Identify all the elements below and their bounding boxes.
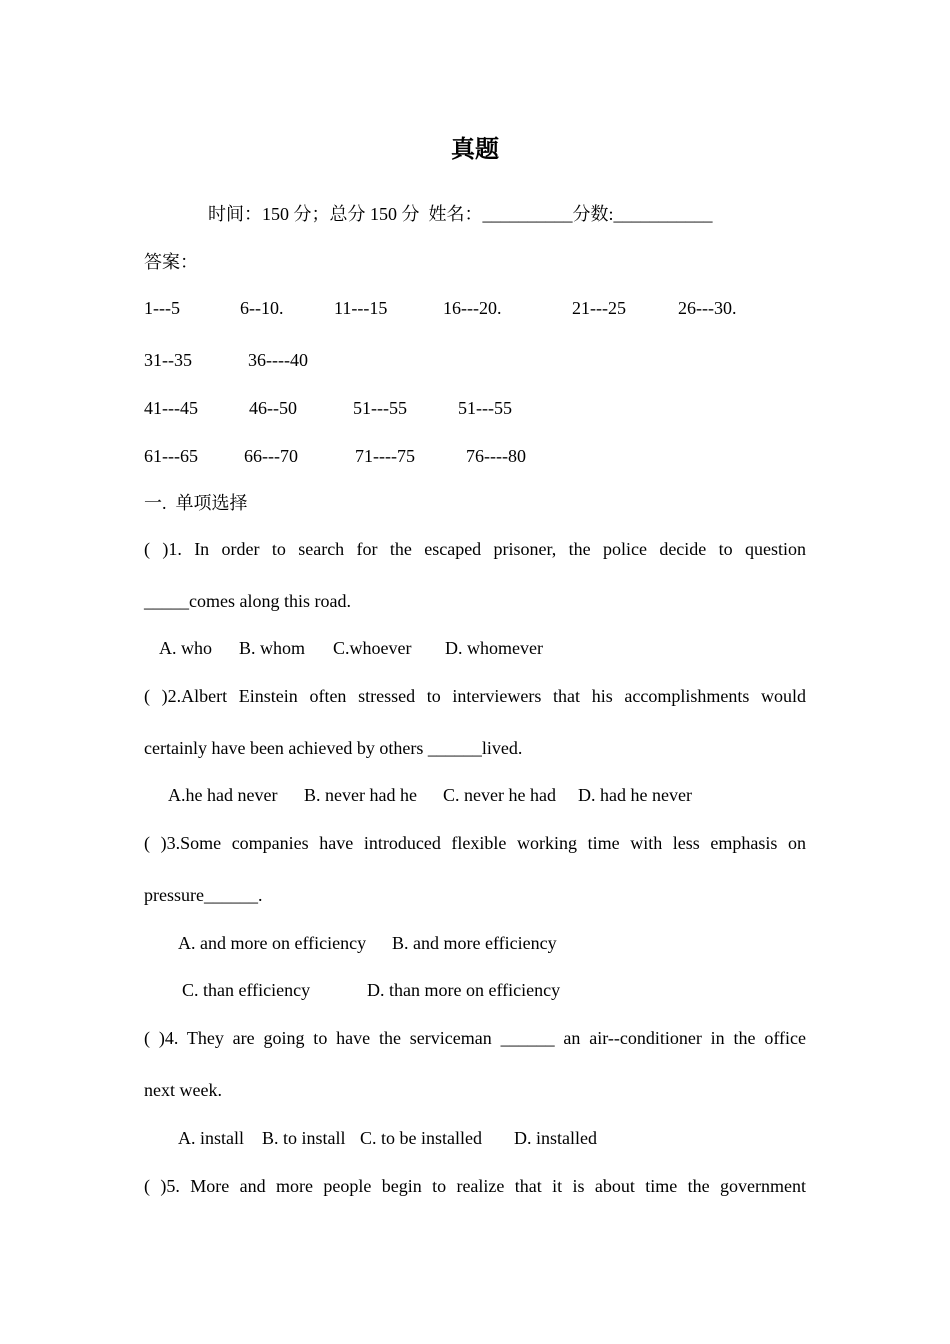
option-a: A. who xyxy=(159,638,212,658)
answer-range: 36----40 xyxy=(248,350,308,370)
question-stem: ( )5. More and more people begin to realize that it is about time the government xyxy=(144,1176,806,1196)
option-b: B. whom xyxy=(239,638,306,658)
question-stem-continued: _____comes along this road. xyxy=(144,591,351,611)
answer-range: 76----80 xyxy=(466,446,526,466)
answer-range: 31--35 xyxy=(144,350,192,370)
option-d: D. than more on efficiency xyxy=(367,980,561,1000)
answer-range: 51---55 xyxy=(353,398,407,418)
exam-header-info: 时间：150 分；总分 150 分 姓名：__________分数:___________ xyxy=(208,204,713,224)
option-c: C.whoever xyxy=(333,638,412,658)
question-stem: ( )3.Some companies have introduced flexible working time with less emphasis on xyxy=(144,833,806,853)
question-stem-continued: certainly have been achieved by others ______lived. xyxy=(144,738,523,758)
answer-range: 21---25 xyxy=(572,298,626,318)
option-d: D. whomever xyxy=(445,638,543,658)
option-b: B. to install xyxy=(262,1128,346,1148)
option-b: B. and more efficiency xyxy=(392,933,557,953)
option-a: A. and more on efficiency xyxy=(178,933,367,953)
option-c: C. to be installed xyxy=(360,1128,482,1148)
page-title: 真题 xyxy=(451,137,499,163)
question-stem: ( )4. They are going to have the serviceman ______ an air--conditioner in the office xyxy=(144,1028,806,1048)
option-a: A.he had never xyxy=(168,785,278,805)
option-a: A. install xyxy=(178,1128,244,1148)
answer-range: 46--50 xyxy=(249,398,297,418)
option-c: C. than efficiency xyxy=(182,980,311,1000)
answer-range: 66---70 xyxy=(244,446,298,466)
question-stem: ( )1. In order to search for the escaped prisoner, the police decide to question xyxy=(144,539,806,559)
option-d: D. installed xyxy=(514,1128,597,1148)
answer-range: 26---30. xyxy=(678,298,737,318)
answer-range: 41---45 xyxy=(144,398,198,418)
section-title: 一. 单项选择 xyxy=(144,493,248,513)
question-stem-continued: next week. xyxy=(144,1080,222,1100)
answer-range: 51---55 xyxy=(458,398,512,418)
answer-range: 61---65 xyxy=(144,446,198,466)
answer-range: 71----75 xyxy=(355,446,415,466)
answer-range: 16---20. xyxy=(443,298,502,318)
option-d: D. had he never xyxy=(578,785,692,805)
question-stem-continued: pressure______. xyxy=(144,885,263,905)
option-b: B. never had he xyxy=(304,785,417,805)
question-stem: ( )2.Albert Einstein often stressed to interviewers that his accomplishments would xyxy=(144,686,806,706)
answer-range: 11---15 xyxy=(334,298,388,318)
answers-label: 答案： xyxy=(144,252,198,272)
answer-range: 6--10. xyxy=(240,298,284,318)
option-c: C. never he had xyxy=(443,785,556,805)
answer-range: 1---5 xyxy=(144,298,180,318)
